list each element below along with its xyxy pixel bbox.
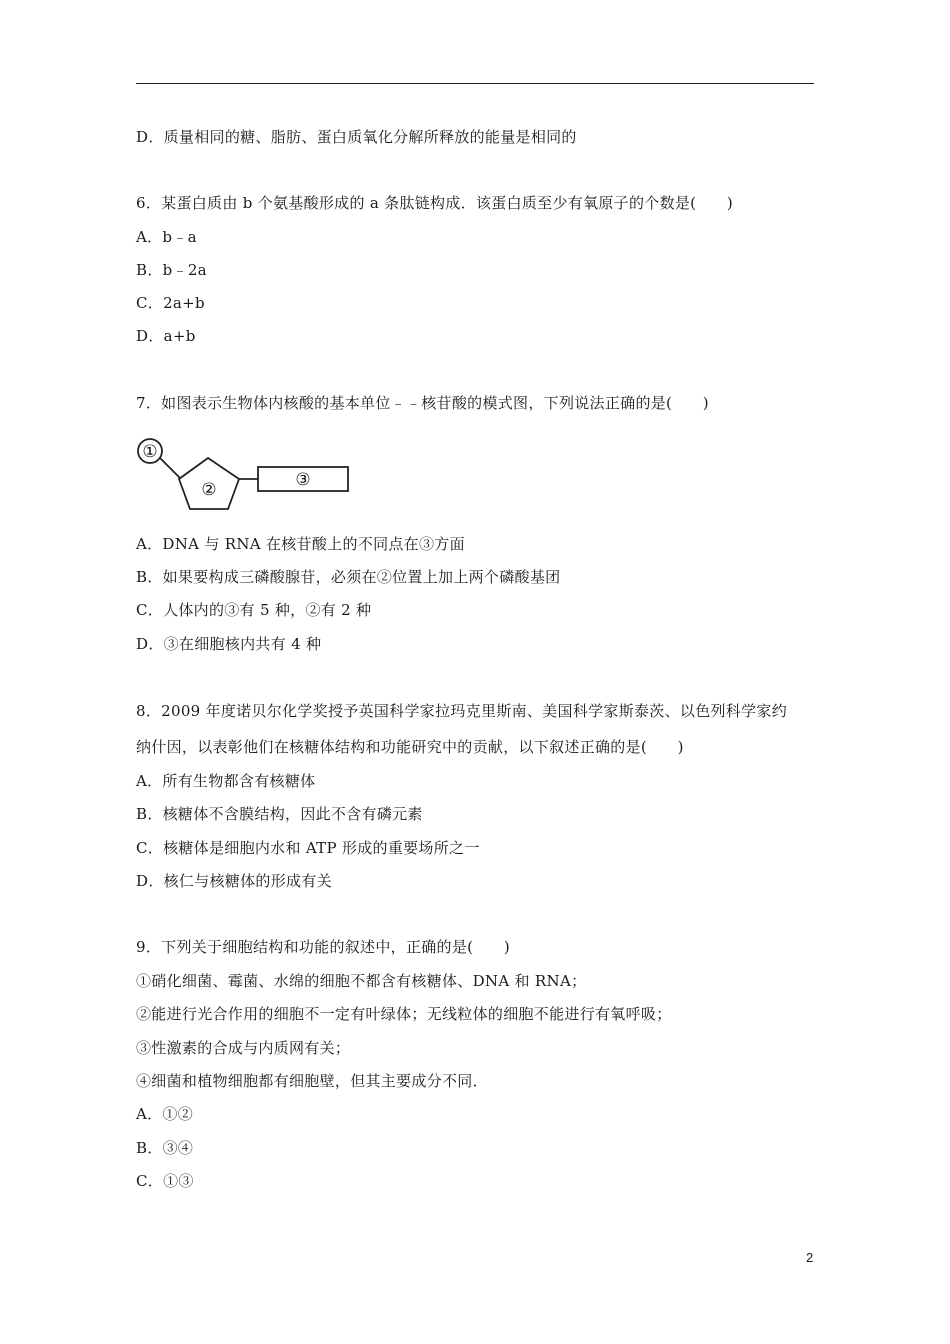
q6-option-d: D．a+b [136,327,196,345]
q9-statement-4: ④细菌和植物细胞都有细胞壁，但其主要成分不同． [136,1072,488,1090]
q5-option-d: D．质量相同的糖、脂肪、蛋白质氧化分解所释放的能量是相同的 [136,128,577,146]
q9-stem: 9．下列关于细胞结构和功能的叙述中，正确的是( ) [136,938,511,956]
q9-statement-3: ③性激素的合成与内质网有关； [136,1039,351,1057]
q8-option-b: B．核糖体不含膜结构，因此不含有磷元素 [136,805,423,823]
q7-option-b: B．如果要构成三磷酸腺苷，必须在②位置上加上两个磷酸基团 [136,568,561,586]
q8-stem-line-1: 8．2009 年度诺贝尔化学奖授予英国科学家拉玛克里斯南、美国科学家斯泰茨、以色列科学家约 [136,702,787,720]
q7-option-a: A．DNA 与 RNA 在核苷酸上的不同点在③方面 [136,535,465,553]
nucleotide-diagram-svg [134,436,354,512]
page-number: 2 [806,1250,814,1265]
q7-option-c: C．人体内的③有 5 种，②有 2 种 [136,601,372,619]
sugar-label: ② [201,480,217,500]
q8-stem-line-2: 纳什因，以表彰他们在核糖体结构和功能研究中的贡献，以下叙述正确的是( ) [136,738,684,756]
q8-option-a: A．所有生物都含有核糖体 [136,772,316,790]
q6-stem: 6．某蛋白质由 b 个氨基酸形成的 a 条肽链构成．该蛋白质至少有氧原子的个数是( ) [136,194,734,212]
phosphate-sugar-bond [160,458,180,478]
header-rule [136,83,814,84]
base-label: ③ [295,470,311,490]
q9-option-c: C．①③ [136,1172,194,1190]
q9-option-a: A．①② [136,1105,194,1123]
q8-option-c: C．核糖体是细胞内水和 ATP 形成的重要场所之一 [136,839,480,857]
nucleotide-diagram [134,436,354,512]
q6-option-a: A．b﹣a [136,228,197,246]
q8-option-d: D．核仁与核糖体的形成有关 [136,872,332,890]
q9-option-b: B．③④ [136,1139,194,1157]
q6-option-b: B．b﹣2a [136,261,207,279]
q6-option-c: C．2a+b [136,294,205,312]
q7-stem: 7．如图表示生物体内核酸的基本单位﹣﹣核苷酸的模式图，下列说法正确的是( ) [136,394,709,412]
phosphate-label: ① [142,442,158,462]
q9-statement-2: ②能进行光合作用的细胞不一定有叶绿体；无线粒体的细胞不能进行有氧呼吸； [136,1005,672,1023]
q9-statement-1: ①硝化细菌、霉菌、水绵的细胞不都含有核糖体、DNA 和 RNA； [136,972,587,990]
q7-option-d: D．③在细胞核内共有 4 种 [136,635,322,653]
